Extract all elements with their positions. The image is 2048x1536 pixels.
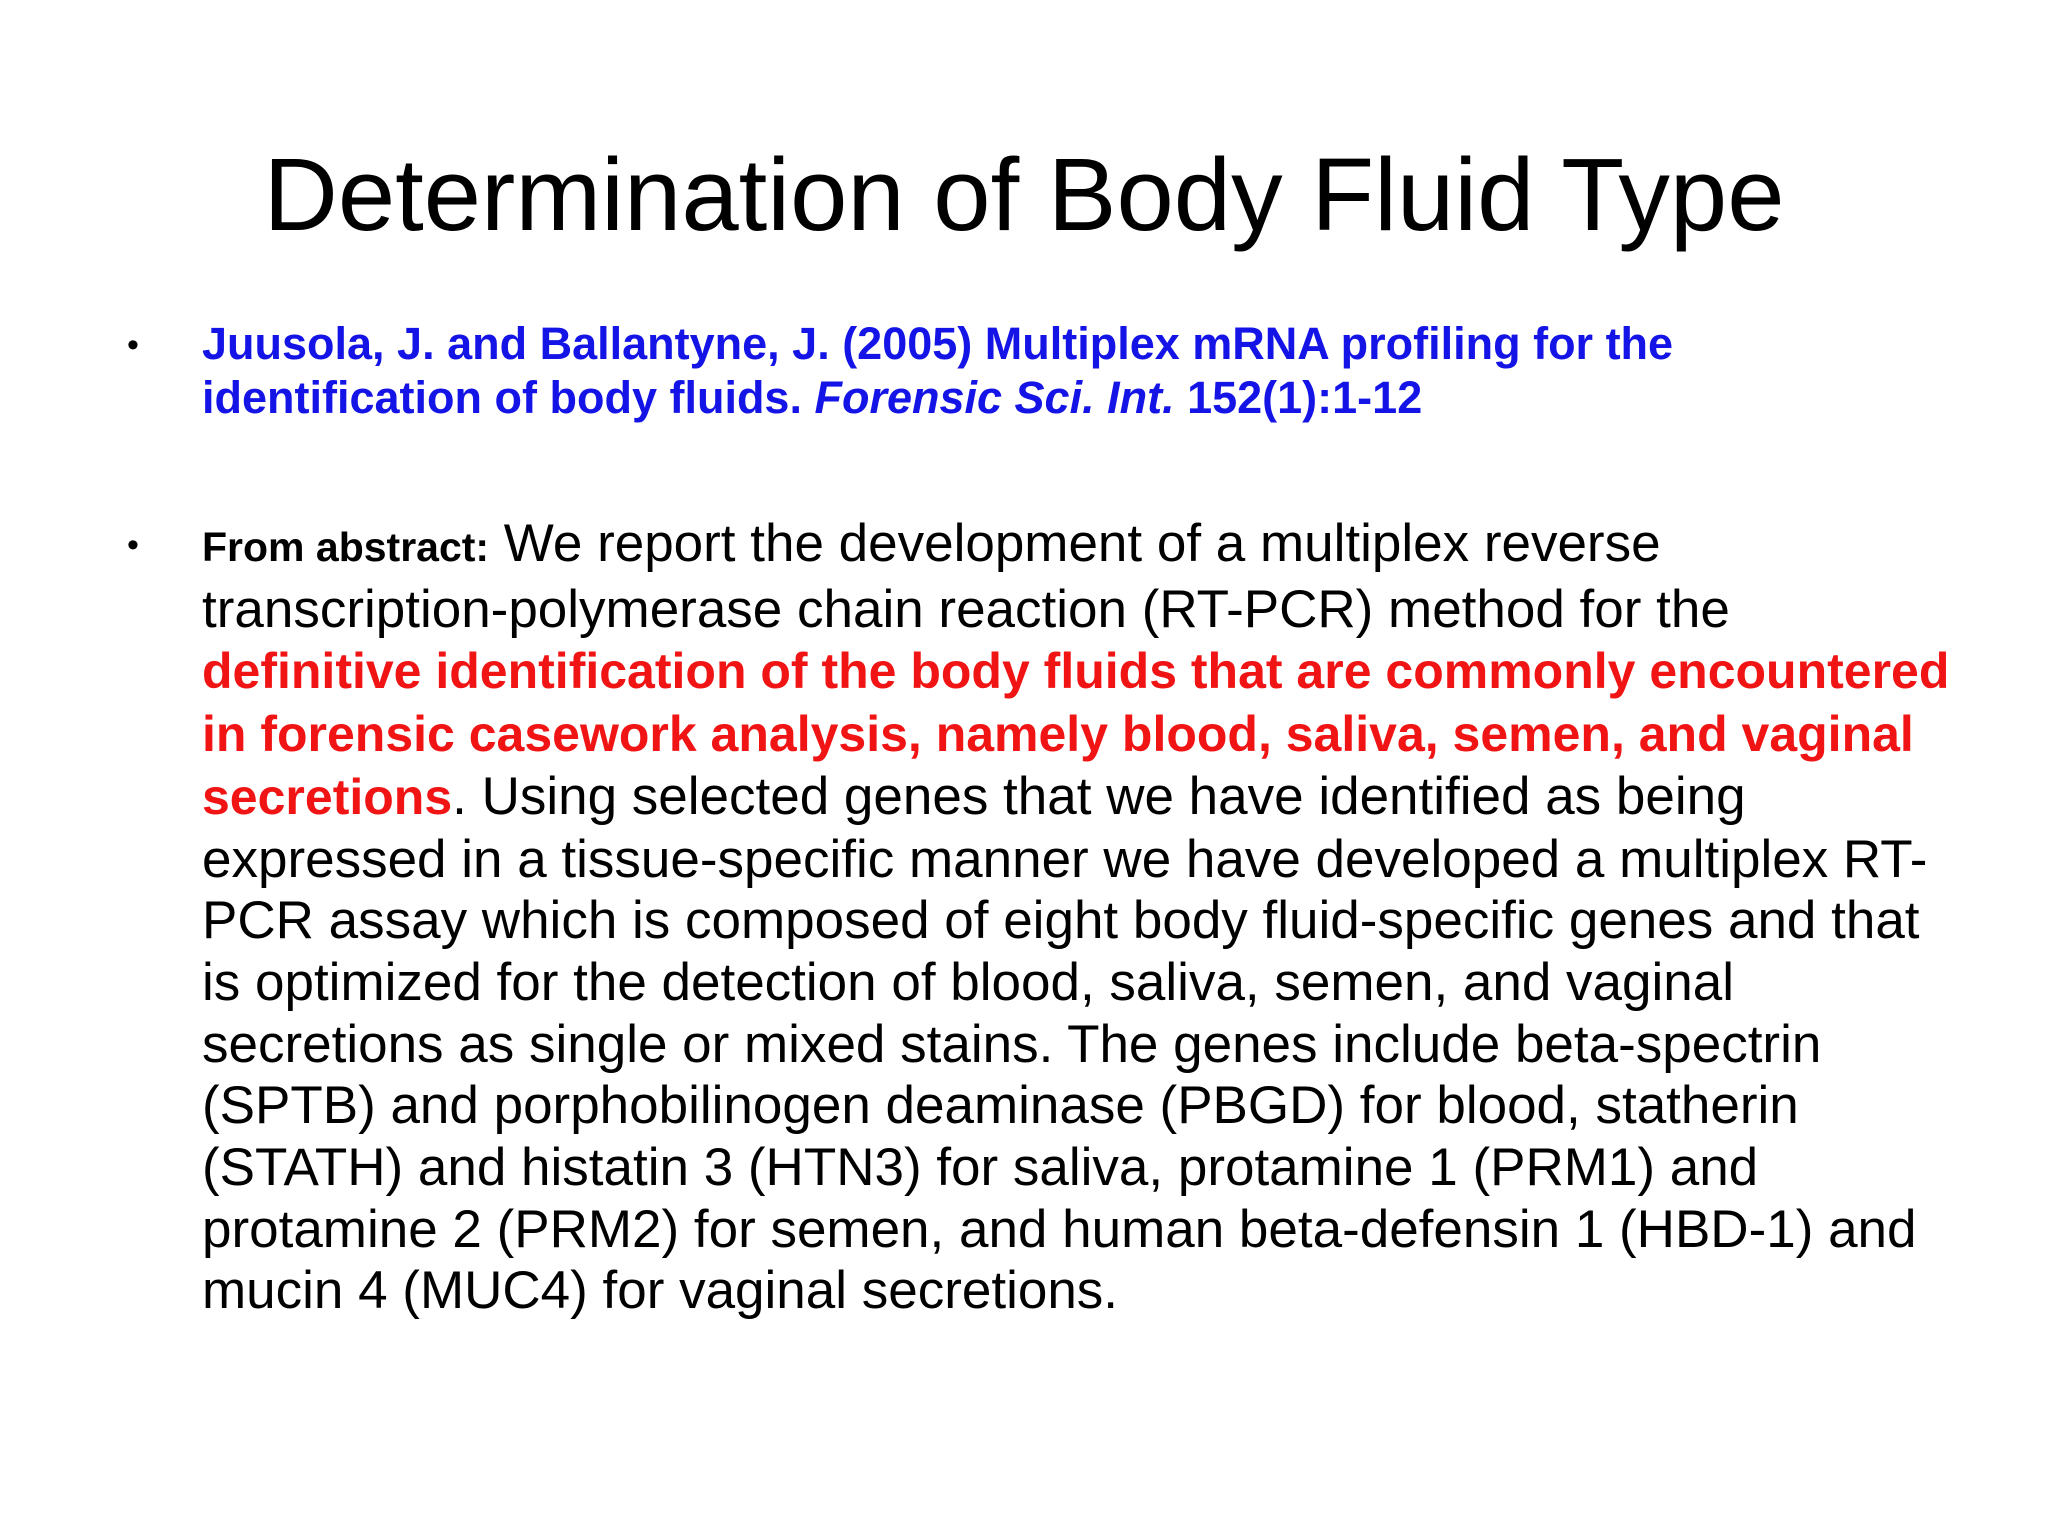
citation-main: Juusola, J. and Ballantyne, J. (2005) Multiplex mRNA profiling for the identification of body fluids. bbox=[202, 318, 1674, 423]
slide-title: Determination of Body Fluid Type bbox=[263, 137, 1785, 252]
abstract-highlight: definitive identification of the body fluids that are commonly encountered in forensic casework analysis, namely blood, saliva, semen, and vaginal secretions bbox=[202, 643, 1950, 825]
citation-text bbox=[202, 317, 1942, 425]
abstract-text-1: We report the development of a multiplex reverse transcription-polymerase chain reaction (RT-PCR) method for the bbox=[202, 514, 1730, 639]
bullet-marker: • bbox=[127, 526, 139, 564]
abstract-text-2: . Using selected genes that we have identified as being expressed in a tissue-specific manner we have developed a multiplex RT-PCR assay which is composed of eight body fluid-specific genes and that is optimized for the detection of blood, saliva, semen, and vaginal secretions as single or mixed stains. The genes include beta-spectrin (SPTB) and porphobilinogen deaminase (PBGD) for blood, statherin (STATH) and histatin 3 (HTN3) for saliva, protamine 1 (PRM1) and protamine 2 (PRM2) for semen, and human beta-defensin 1 (HBD-1) and mucin 4 (MUC4) for vaginal secretions. bbox=[202, 766, 1928, 1321]
bullet-marker: • bbox=[127, 326, 139, 364]
citation-journal: Forensic Sci. Int. bbox=[814, 372, 1175, 423]
abstract-lead: From abstract: bbox=[202, 524, 490, 570]
citation-volume: 152(1):1-12 bbox=[1187, 372, 1423, 423]
abstract-text bbox=[202, 513, 1962, 1322]
